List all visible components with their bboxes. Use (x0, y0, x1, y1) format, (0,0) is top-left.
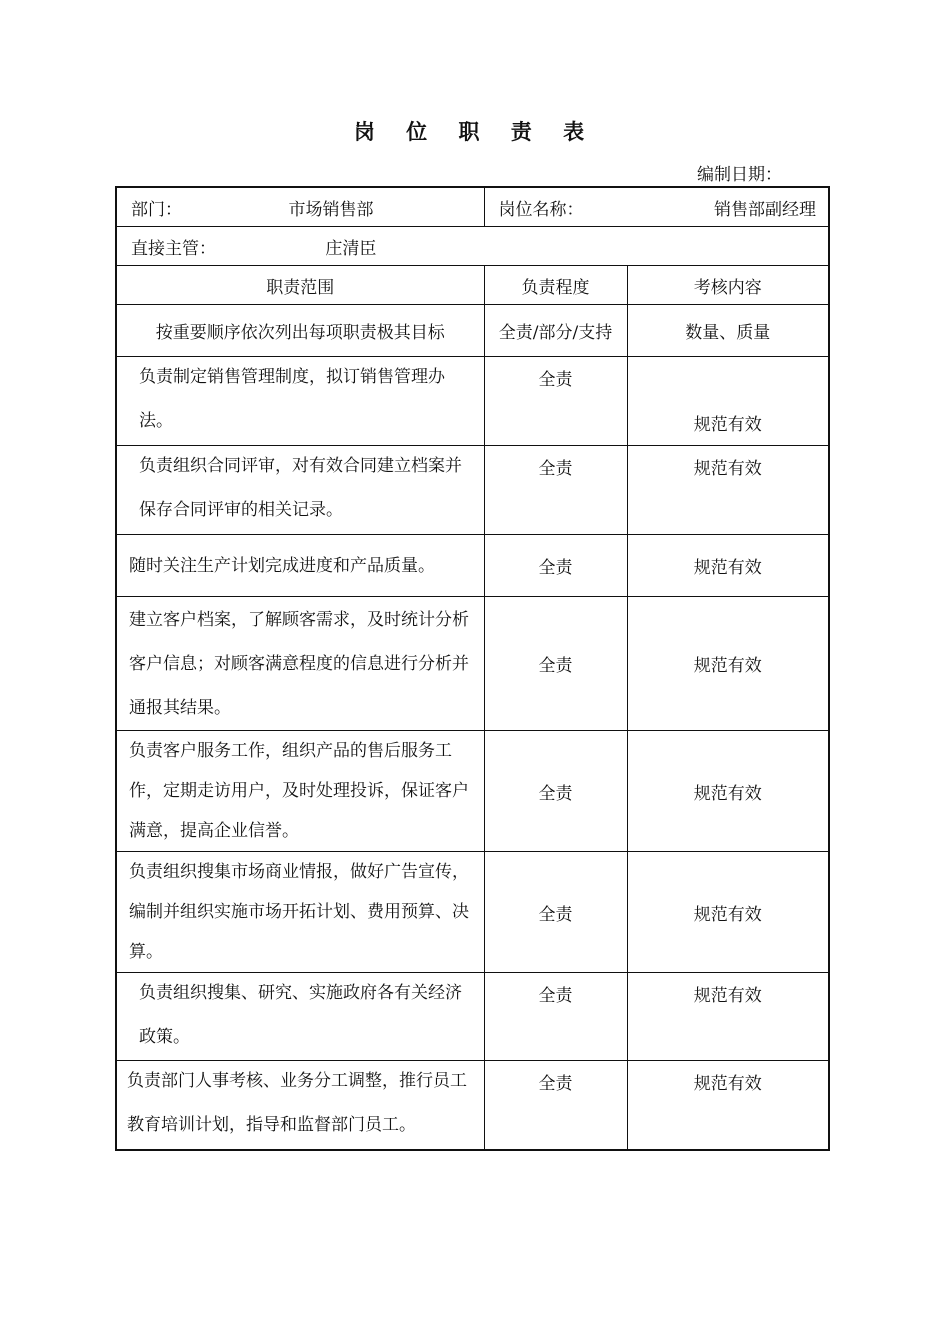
duty-scope-cell (116, 597, 484, 731)
supervisor-value: 庄清臣 (325, 238, 377, 259)
department-label: 部门： (131, 199, 182, 220)
duty-degree-cell: 全责 (484, 1061, 627, 1150)
duty-scope-text: 负责组织搜集、研究、实施政府各有关经济政策。 (139, 983, 462, 1047)
column-header-row (116, 266, 829, 305)
duty-scope-cell (116, 852, 484, 973)
info-row-department (116, 187, 829, 227)
duty-scope-cell (116, 973, 484, 1061)
table-row (116, 597, 829, 731)
duty-degree-cell: 全责 (484, 357, 627, 446)
table-row (116, 973, 829, 1061)
column-header-scope: 职责范围 (116, 266, 484, 305)
position-label: 岗位名称： (498, 199, 584, 220)
duty-scope-text: 建立客户档案，了解顾客需求，及时统计分析客户信息；对顾客满意程度的信息进行分析并通报其结果。 (129, 609, 469, 718)
subheader-row (116, 305, 829, 357)
position-cell (484, 187, 829, 227)
info-row-supervisor (116, 227, 829, 266)
duty-scope-text: 负责客户服务工作，组织产品的售后服务工作，定期走访用户，及时处理投诉，保证客户满意，提高企业信誉。 (129, 741, 469, 841)
duty-scope-text: 负责组织合同评审，对有效合同建立档案并保存合同评审的相关记录。 (139, 456, 462, 520)
table-row (116, 357, 829, 446)
duty-scope-text: 负责制定销售管理制度，拟订销售管理办法。 (139, 367, 445, 431)
subheader-assessment: 数量、质量 (627, 305, 829, 357)
duty-scope-cell (116, 1061, 484, 1150)
subheader-scope: 按重要顺序依次列出每项职责极其目标 (116, 305, 484, 357)
supervisor-cell (116, 227, 829, 266)
table-row (116, 535, 829, 597)
duty-degree-cell: 全责 (484, 973, 627, 1061)
duty-degree-cell: 全责 (484, 535, 627, 597)
table-row (116, 1061, 829, 1150)
duty-assessment-cell: 规范有效 (627, 1061, 829, 1150)
duty-assessment-cell: 规范有效 (627, 535, 829, 597)
duty-assessment-cell: 规范有效 (627, 973, 829, 1061)
duty-degree-cell: 全责 (484, 852, 627, 973)
duty-assessment-cell: 规范有效 (627, 357, 829, 446)
department-cell (116, 187, 484, 227)
duty-degree-cell: 全责 (484, 446, 627, 535)
duty-degree-cell: 全责 (484, 731, 627, 852)
table-row (116, 731, 829, 852)
column-header-degree: 负责程度 (484, 266, 627, 305)
duty-scope-cell (116, 357, 484, 446)
supervisor-label: 直接主管： (131, 238, 216, 259)
duty-scope-text: 负责组织搜集市场商业情报，做好广告宣传，编制并组织实施市场开拓计划、费用预算、决算。 (129, 862, 469, 962)
table-row (116, 852, 829, 973)
duty-assessment-cell: 规范有效 (627, 446, 829, 535)
position-value: 销售部副经理 (714, 199, 816, 220)
duty-scope-cell (116, 446, 484, 535)
duty-scope-cell (116, 535, 484, 597)
duty-degree-cell: 全责 (484, 597, 627, 731)
duty-scope-cell (116, 731, 484, 852)
table-row (116, 446, 829, 535)
duty-assessment-cell: 规范有效 (627, 731, 829, 852)
department-value: 市场销售部 (288, 199, 374, 220)
duty-assessment-cell: 规范有效 (627, 597, 829, 731)
duty-table (115, 186, 830, 1151)
column-header-assessment: 考核内容 (627, 266, 829, 305)
duty-scope-text: 负责部门人事考核、业务分工调整，推行员工教育培训计划，指导和监督部门员工。 (127, 1071, 467, 1135)
duty-assessment-cell: 规范有效 (627, 852, 829, 973)
subheader-degree: 全责/部分/支持 (484, 305, 627, 357)
document-title: 岗 位 职 责 表 (353, 119, 597, 144)
duty-scope-text: 随时关注生产计划完成进度和产品质量。 (129, 555, 435, 576)
date-label: 编制日期： (697, 165, 782, 185)
